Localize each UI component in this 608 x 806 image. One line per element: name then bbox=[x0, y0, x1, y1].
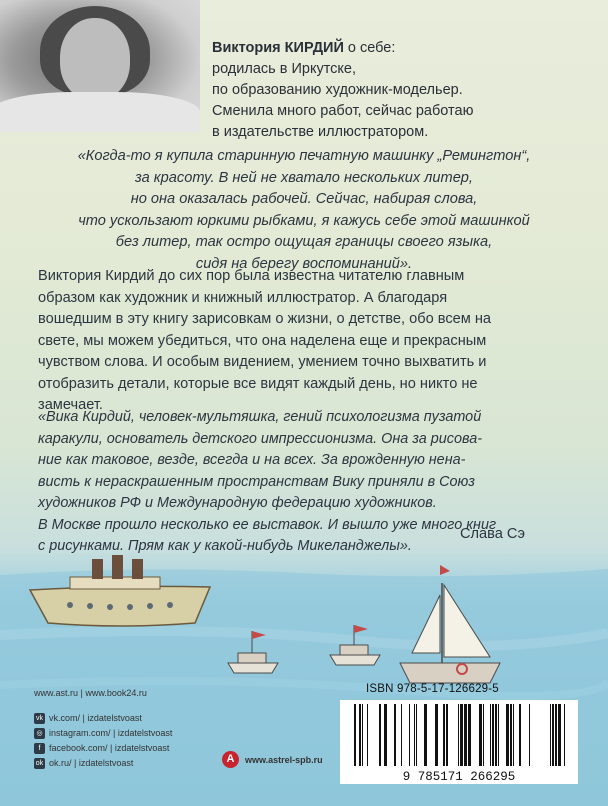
review-author: Слава Сэ bbox=[460, 526, 525, 542]
bio-line: Сменила много работ, сейчас работаю bbox=[212, 103, 474, 119]
bio-line: родилась в Иркутске, bbox=[212, 61, 357, 77]
barcode-bar bbox=[414, 704, 415, 766]
barcode-bar bbox=[552, 704, 554, 766]
barcode-bar bbox=[492, 704, 494, 766]
barcode-bar bbox=[498, 704, 499, 766]
barcode-bar bbox=[401, 704, 402, 766]
author-bio: Виктория КИРДИЙ о себе: родилась в Иркутске, по образованию художник-модельер. Сменила много работ, сейчас работаю в издательстве иллюстратором. bbox=[212, 38, 473, 143]
isbn: ISBN 978-5-17-126629-5 bbox=[366, 683, 499, 695]
review-quote: «Вика Кирдий, человек-мультяшка, гений психологизма пузатой каракули, основатель детского импрессионизма. Она за рисова- ние как таковое, везде, всегда и на всех. За врожденную нена- висть к нераскрашенным пространствам Вику приняли в Союз художников РФ и Международную федерацию художников. В Москве прошло несколько ее выставок. И вышло уже много книг с рисунками. Прям как у какой-нибудь Микеланджелы». bbox=[38, 409, 497, 554]
barcode-bar bbox=[550, 704, 551, 766]
publisher-site: www.astrel-spb.ru bbox=[245, 754, 323, 765]
barcode-bar bbox=[468, 704, 471, 766]
barcode-bar bbox=[555, 704, 557, 766]
vk-icon: vk bbox=[36, 715, 43, 722]
barcode-digits: 9 785171 266295 bbox=[402, 770, 516, 784]
publisher bbox=[222, 751, 323, 768]
barcode-bar bbox=[384, 704, 387, 766]
publisher-sites: www.ast.ru | www.book24.ru bbox=[34, 688, 147, 698]
author-quote: «Когда-то я купила старинную печатную машинку „Ремингтон“, за красоту. В ней не хватало нескольких литер, но она оказалась рабочей. Сейчас, набирая слова, что ускользают юркими рыбками, я кажусь себе этой машинкой без литер, так остро ощущая границы своего языка, сидя на берегу воспоминаний». bbox=[77, 148, 531, 272]
barcode-bar bbox=[359, 704, 361, 766]
barcode-bar bbox=[490, 704, 491, 766]
barcode-bar bbox=[446, 704, 448, 766]
steamship bbox=[30, 555, 210, 626]
social-links bbox=[34, 711, 172, 771]
bio-line: по образованию художник-модельер. bbox=[212, 82, 463, 98]
book-annotation: Виктория Кирдий до сих пор была известна читателю главным образом как художник и книжный иллюстратор. А благодаря вошедшим в эту книгу зарисовкам о жизни, о детстве, обо всем на свете, мы можем убедиться, что она наделена еще и прекрасным чувством слова. И особым видением, умением точно выхватить и отобразить детали, которые все видят каждый день, но никто не замечает. bbox=[38, 268, 492, 413]
barcode-bar bbox=[424, 704, 427, 766]
bio-line: в издательстве иллюстратором. bbox=[212, 124, 429, 140]
barcode-bar bbox=[435, 704, 438, 766]
social-link-facebook: f facebook.com/ | izdatelstvoast bbox=[34, 741, 172, 756]
barcode-bar bbox=[510, 704, 512, 766]
instagram-icon: ◎ bbox=[34, 728, 45, 739]
social-link-instagram: ◎ instagram.com/ | izdatelstvoast bbox=[34, 726, 172, 741]
barcode-bar bbox=[354, 704, 356, 766]
social-link-vk: vk vk.com/ | izdatelstvoast bbox=[36, 713, 142, 723]
barcode bbox=[340, 700, 578, 784]
barcode-bar bbox=[506, 704, 509, 766]
barcode-bar bbox=[443, 704, 445, 766]
barcode-bar bbox=[379, 704, 381, 766]
barcode-bar bbox=[479, 704, 482, 766]
barcode-bar bbox=[519, 704, 521, 766]
facebook-icon: f bbox=[34, 743, 45, 754]
author-photo bbox=[0, 0, 200, 132]
barcode-bar bbox=[394, 704, 396, 766]
author-name: Виктория КИРДИЙ bbox=[212, 40, 344, 56]
barcode-bar bbox=[483, 704, 484, 766]
barcode-bar bbox=[464, 704, 467, 766]
barcode-bar bbox=[409, 704, 410, 766]
barcode-bar bbox=[513, 704, 514, 766]
barcode-bar bbox=[458, 704, 459, 766]
ok-icon: ok bbox=[35, 760, 44, 767]
barcode-bar bbox=[564, 704, 565, 766]
barcode-bar bbox=[558, 704, 561, 766]
social-link-ok: ok ok.ru/ | izdatelstvoast bbox=[35, 758, 134, 768]
barcode-bar bbox=[362, 704, 363, 766]
barcode-bar bbox=[495, 704, 497, 766]
publisher-logo-icon: А bbox=[222, 751, 239, 768]
barcode-bar bbox=[460, 704, 463, 766]
barcode-bar bbox=[529, 704, 530, 766]
barcode-bar bbox=[416, 704, 417, 766]
barcode-bar bbox=[367, 704, 368, 766]
